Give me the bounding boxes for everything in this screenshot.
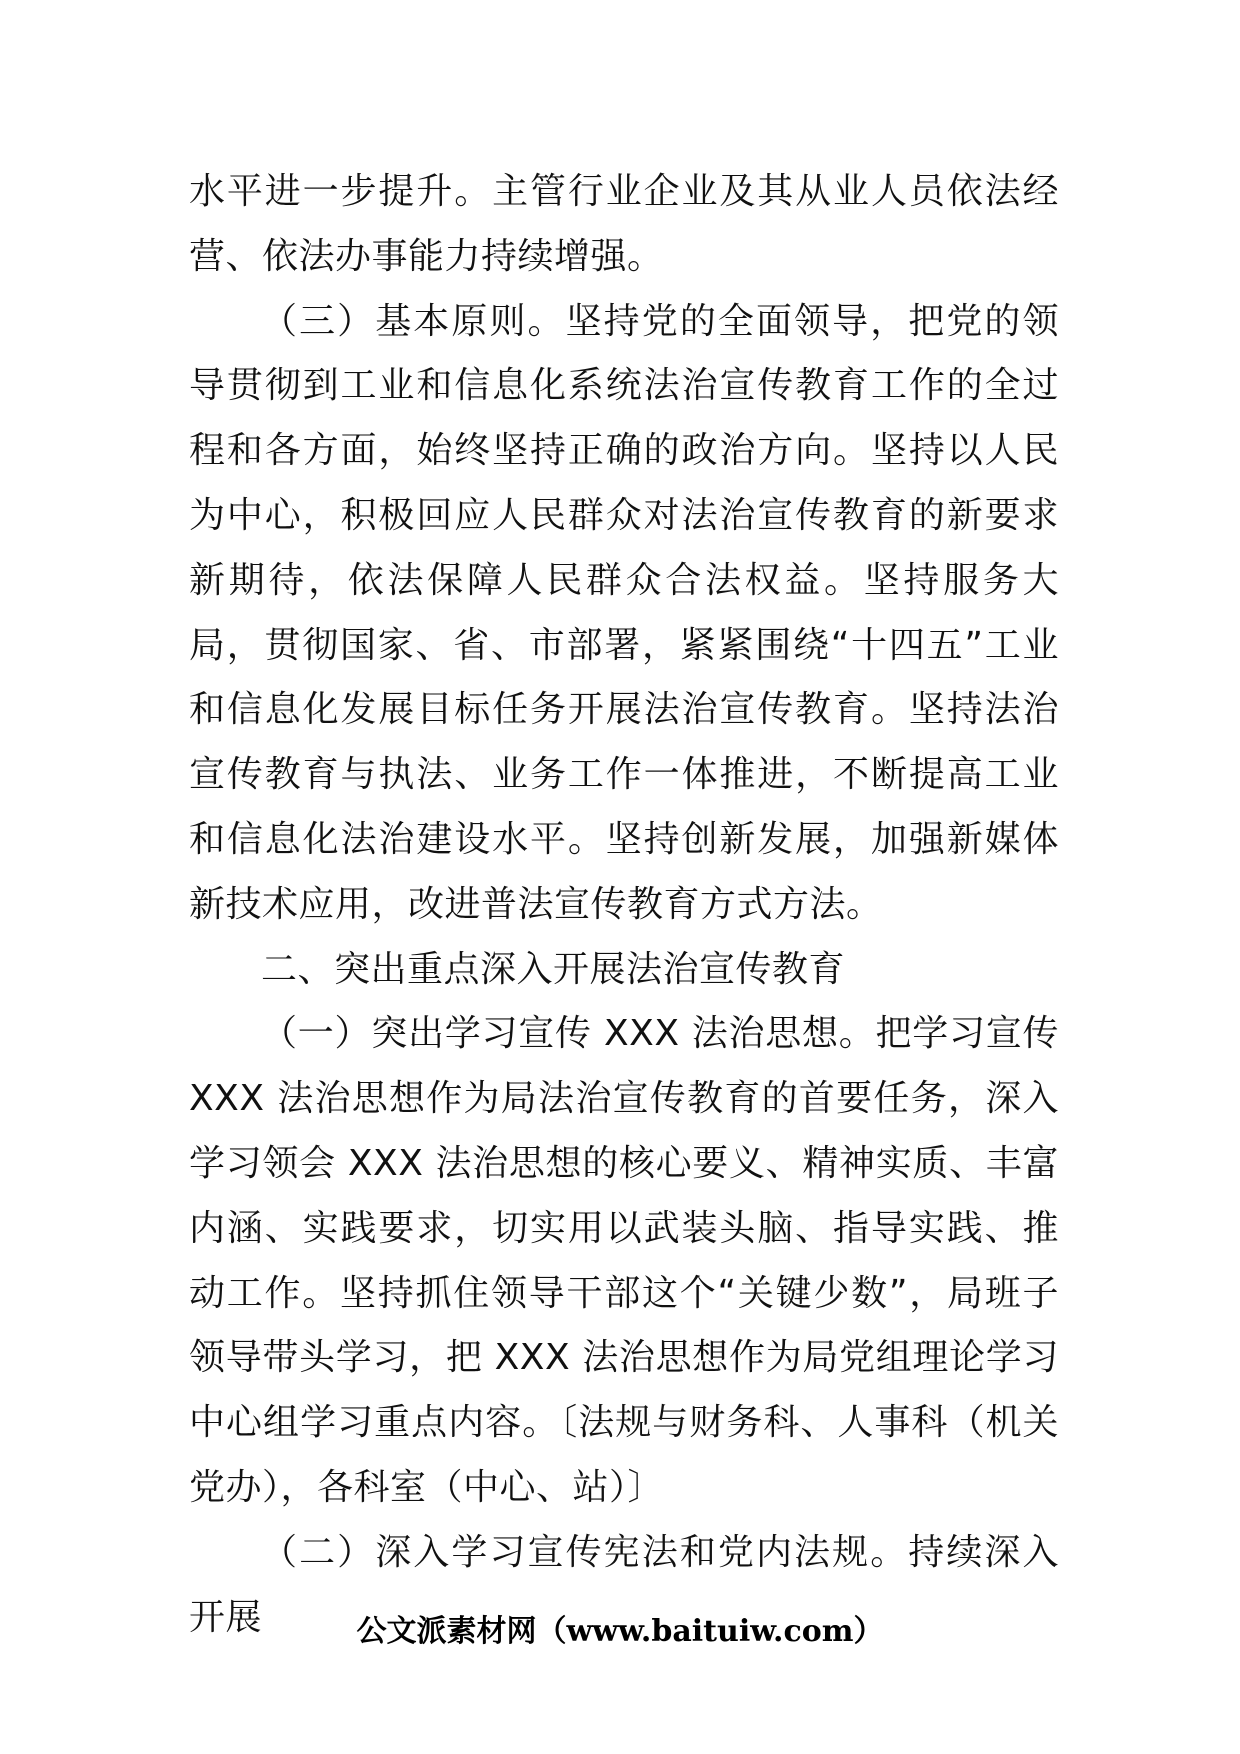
footer-watermark: 公文派素材网（www.baituiw.com） [356, 1614, 884, 1649]
paragraph-constitution-study: （二）深入学习宣传宪法和党内法规。持续深入开展 [189, 1531, 1059, 1638]
paragraph-basic-principles: （三）基本原则。坚持党的全面领导，把党的领导贯彻到工业和信息化系统法治宣传教育工作的全过程和各方面，始终坚持正确的政治方向。坚持以人民为中心，积极回应人民群众对法治宣传教育的新要求新期待，依法保障人民群众合法权益。坚持服务大局，贯彻国家、省、市部署，紧紧围绕“十四五”工业和信息化发展目标任务开展法治宣传教育。坚持法治宣传教育与执法、业务工作一体推进，不断提高工业和信息化法治建设水平。坚持创新发展，加强新媒体新技术应用，改进普法宣传教育方式方法。 [189, 300, 1059, 925]
paragraph-study-legal-thought: （一）突出学习宣传 XXX 法治思想。把学习宣传 XXX 法治思想作为局法治宣传教育的首要任务，深入学习领会 XXX 法治思想的核心要义、精神实质、丰富内涵、实践要求，切实用以武装头脑、指导实践、推动工作。坚持抓住领导干部这个“关键少数”，局班子领导带头学习，把 XXX 法治思想作为局党组理论学习中心组学习重点内容。〔法规与财务科、人事科（机关党办），各科室（中心、站）〕 [189, 1013, 1059, 1508]
section-heading-2: 二、突出重点深入开展法治宣传教育 [261, 948, 846, 990]
document-body [189, 160, 1059, 1650]
paragraph-1: 水平进一步提升。主管行业企业及其从业人员依法经营、依法办事能力持续增强。 [189, 171, 1059, 277]
